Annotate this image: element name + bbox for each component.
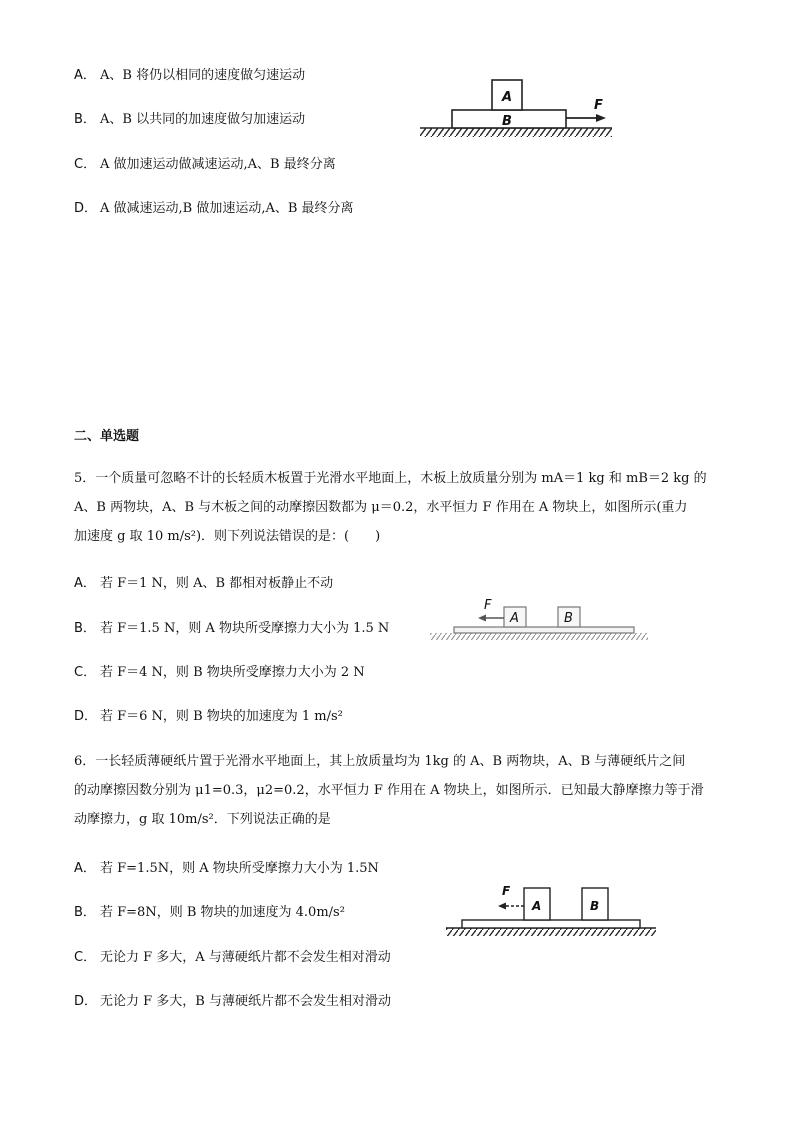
board <box>454 627 634 633</box>
force-arrowhead <box>596 114 606 122</box>
q4-option-b: B． A、B 以共同的加速度做匀加速运动 <box>74 112 306 127</box>
block-a-label: A <box>532 899 542 913</box>
figure-two-blocks-on-card <box>446 882 660 938</box>
block-a-label: A <box>502 90 513 105</box>
q4-option-a: A． A、B 将仍以相同的速度做匀速运动 <box>74 68 306 83</box>
force-arrowhead <box>478 615 486 622</box>
q6-stem-line-3: 动摩擦力，g 取 10m/s²．下列说法正确的是 <box>74 812 331 827</box>
figure-two-blocks-on-board <box>430 593 655 643</box>
section-heading: 二、单选题 <box>74 429 140 444</box>
force-label: F <box>594 98 603 113</box>
q5-stem-line-2: A、B 两物块，A、B 与木板之间的动摩擦因数都为 μ＝0.2，水平恒力 F 作用在 A 物块上，如图所示(重力 <box>74 500 688 515</box>
card <box>462 920 640 928</box>
q5-option-b: B． 若 F＝1.5 N，则 A 物块所受摩擦力大小为 1.5 N <box>74 621 390 636</box>
q6-option-c: C． 无论力 F 多大，A 与薄硬纸片都不会发生相对滑动 <box>74 950 391 965</box>
ground-hatching <box>420 128 612 137</box>
ground-hatching <box>446 928 656 936</box>
block-a-label: A <box>510 611 519 626</box>
force-label: F <box>502 884 511 898</box>
block-b-label: B <box>590 899 600 913</box>
q6-option-a: A． 若 F=1.5N，则 A 物块所受摩擦力大小为 1.5N <box>74 861 379 876</box>
q6-stem-line-1: 6．一长轻质薄硬纸片置于光滑水平地面上，其上放质量均为 1kg 的 A、B 两物块，A、B 与薄硬纸片之间 <box>74 754 686 769</box>
figure-blocks-a-on-b <box>420 72 620 142</box>
q6-stem-line-2: 的动摩擦因数分别为 μ1=0.3，μ2=0.2，水平恒力 F 作用在 A 物块上，如图所示．已知最大静摩擦力等于滑 <box>74 783 704 798</box>
board-b-label: B <box>502 114 512 129</box>
q5-option-c: C． 若 F＝4 N，则 B 物块所受摩擦力大小为 2 N <box>74 665 365 680</box>
force-label: F <box>484 598 492 613</box>
q5-stem-line-1: 5．一个质量可忽略不计的长轻质木板置于光滑水平地面上，木板上放质量分别为 mA＝1 kg 和 mB＝2 kg 的 <box>74 471 707 486</box>
ground-hatching <box>430 633 648 640</box>
q6-option-b: B． 若 F=8N，则 B 物块的加速度为 4.0m/s² <box>74 905 345 920</box>
q4-option-c: C． A 做加速运动做减速运动,A、B 最终分离 <box>74 157 336 172</box>
q5-option-d: D． 若 F＝6 N，则 B 物块的加速度为 1 m/s² <box>74 709 343 724</box>
q5-option-a: A． 若 F＝1 N，则 A、B 都相对板静止不动 <box>74 576 334 591</box>
block-b-label: B <box>564 611 573 626</box>
q4-option-d: D． A 做减速运动,B 做加速运动,A、B 最终分离 <box>74 201 354 216</box>
q5-stem-line-3: 加速度 g 取 10 m/s²)．则下列说法错误的是：( ) <box>74 529 381 544</box>
force-arrowhead <box>498 903 506 910</box>
q6-option-d: D． 无论力 F 多大，B 与薄硬纸片都不会发生相对滑动 <box>74 994 391 1009</box>
